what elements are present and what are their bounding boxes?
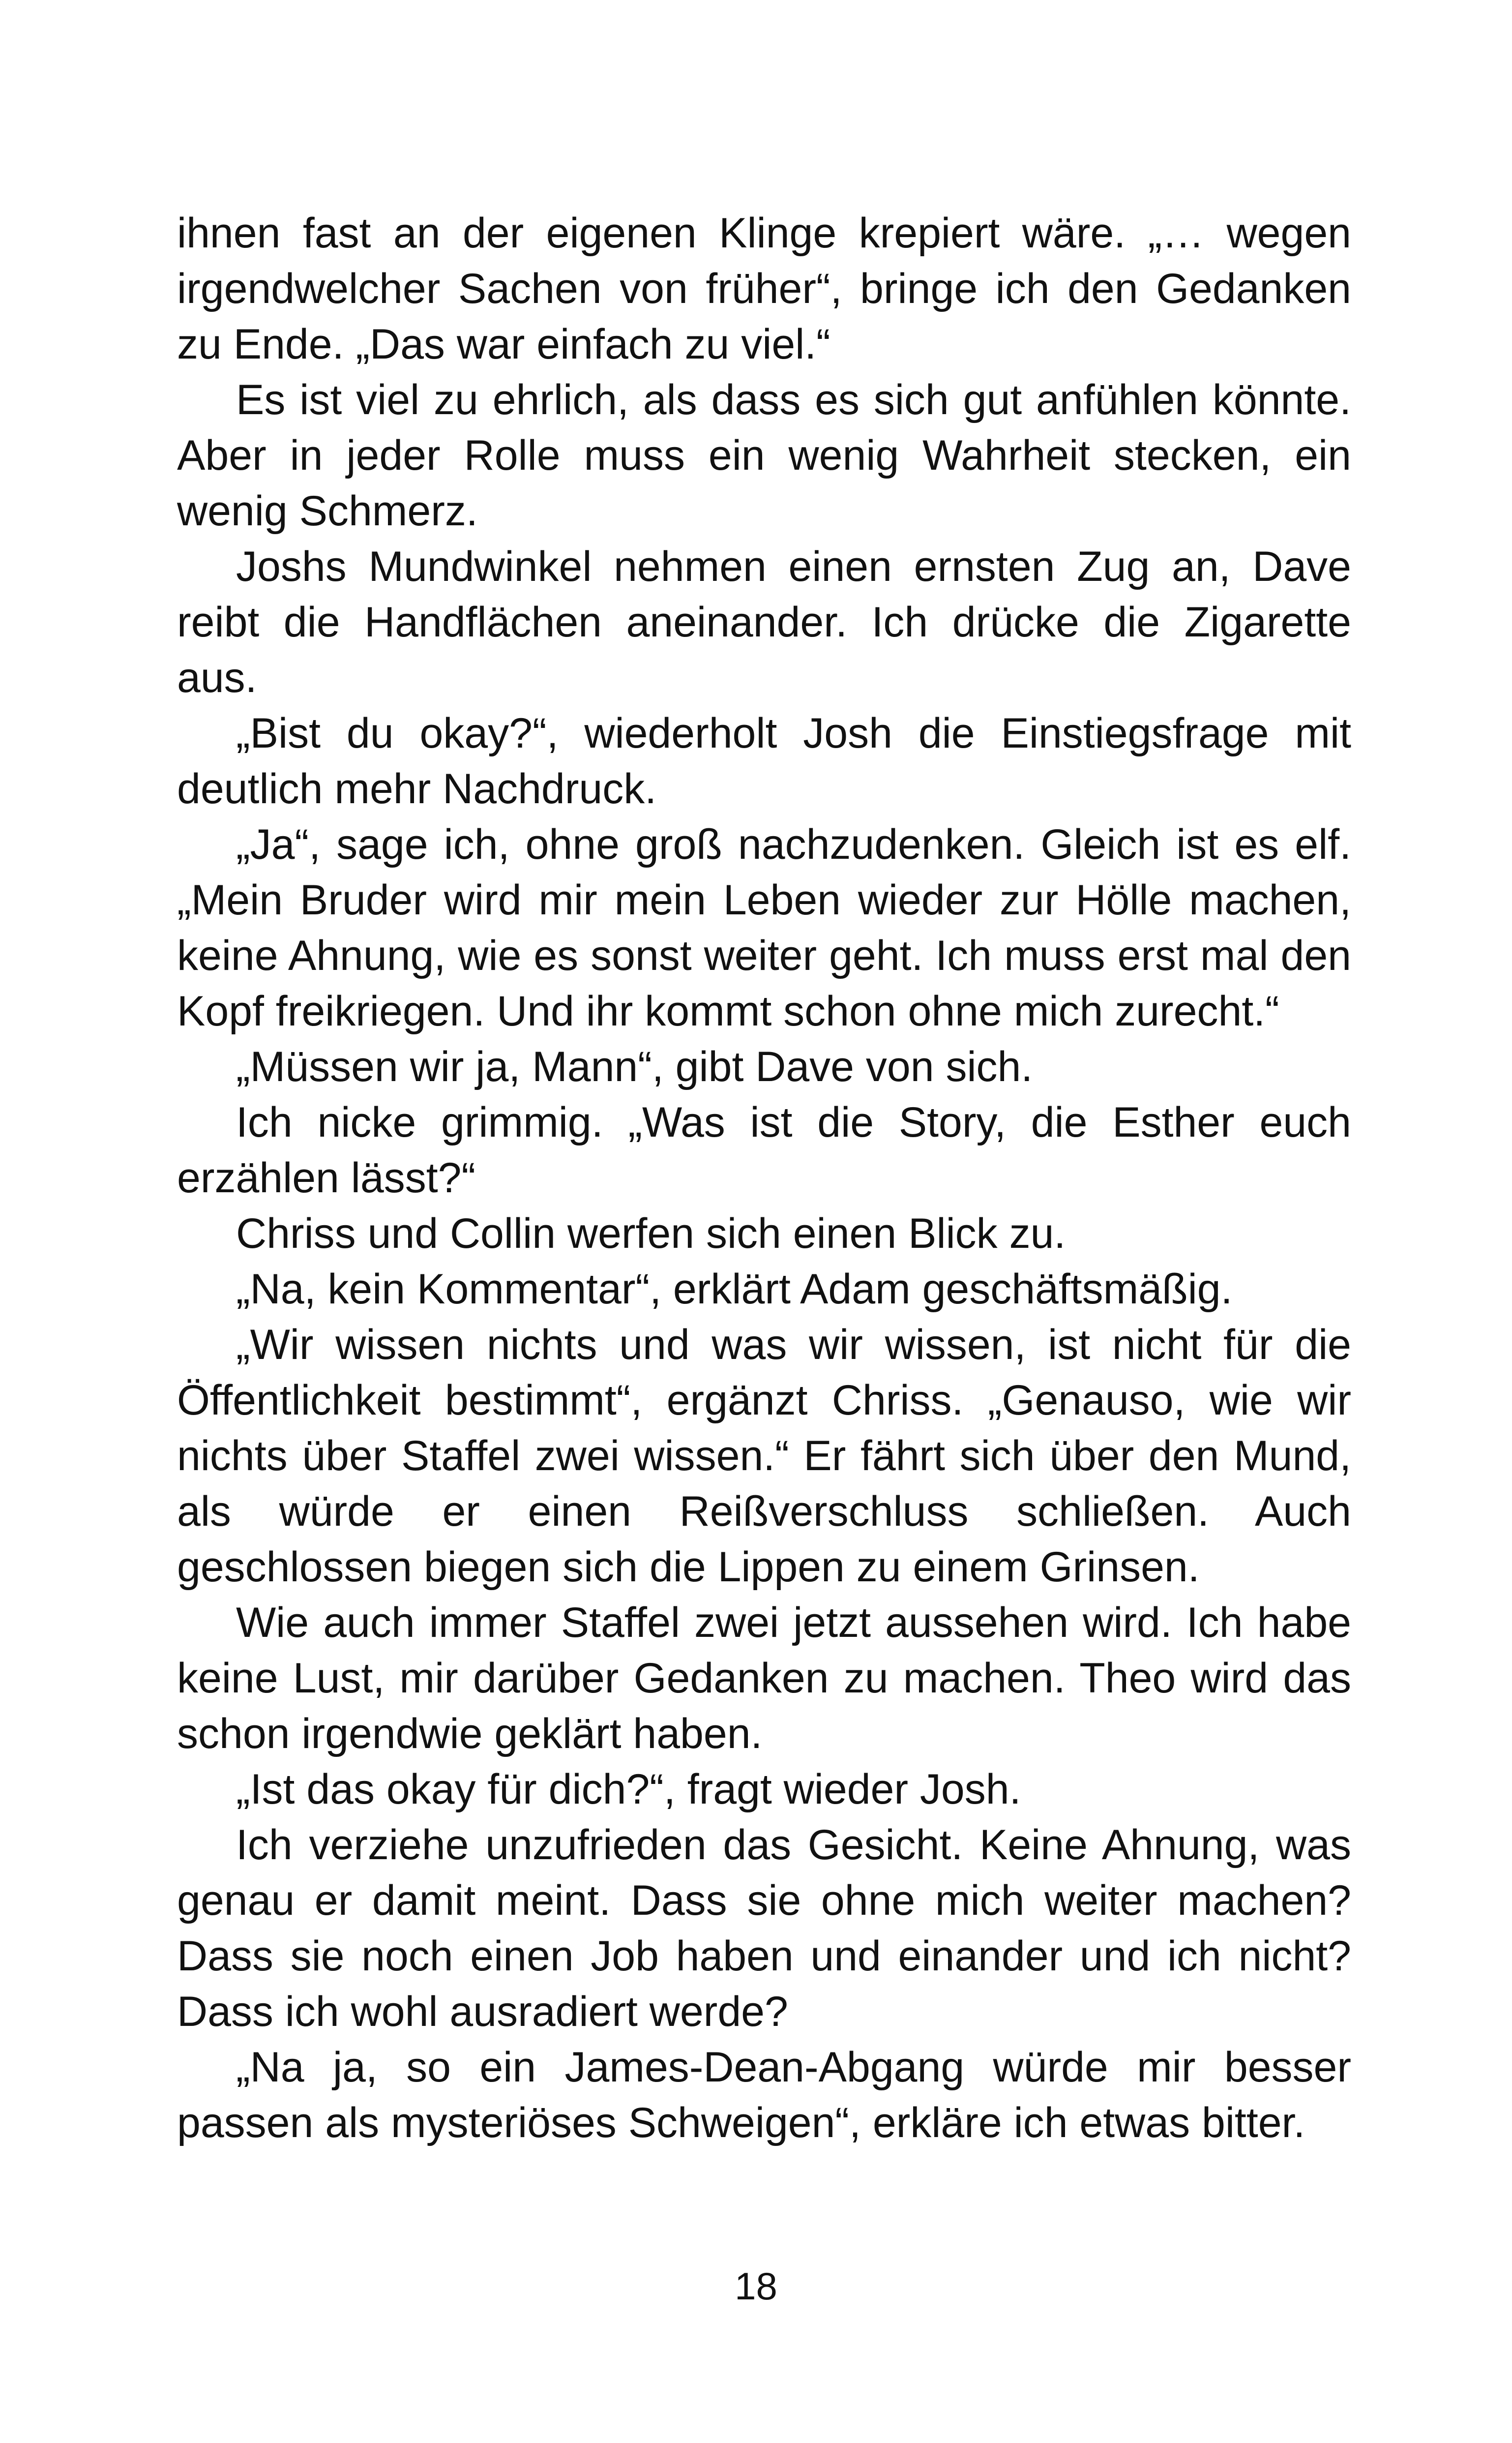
paragraph-2: Es ist viel zu ehrlich, als dass es sich gut anfühlen könnte. Aber in jeder Rolle muss ein wenig Wahrheit stecken, ein wenig Schmerz. — [177, 376, 1351, 535]
paragraph-7: Ich nicke grimmig. „Was ist die Story, die Esther euch erzählen lässt?“ — [177, 1099, 1351, 1202]
page-number: 18 — [735, 2264, 777, 2308]
paragraph-4: „Bist du okay?“, wiederholt Josh die Einstiegsfrage mit deutlich mehr Nachdruck. — [177, 710, 1351, 813]
paragraph-13: Ich verziehe unzufrieden das Gesicht. Keine Ahnung, was genau er damit meint. Dass sie ohne mich weiter machen? Dass sie noch einen Job haben und einander und ich nicht? Dass ich wohl ausradiert werde? — [177, 1821, 1351, 2035]
paragraph-5: „Ja“, sage ich, ohne groß nachzudenken. Gleich ist es elf. „Mein Bruder wird mir mein Leben wieder zur Hölle machen, keine Ahnung, wie es sonst weiter geht. Ich muss erst mal den Kopf freikriegen. Und ihr kommt schon ohne mich zurecht.“ — [177, 821, 1351, 1035]
body-text — [177, 206, 1351, 2151]
paragraph-6: „Müssen wir ja, Mann“, gibt Dave von sich. — [236, 1043, 1033, 1090]
paragraph-8: Chriss und Collin werfen sich einen Blick zu. — [236, 1210, 1066, 1257]
paragraph-11: Wie auch immer Staffel zwei jetzt aussehen wird. Ich habe keine Lust, mir darüber Gedanken zu machen. Theo wird das schon irgendwie geklärt haben. — [177, 1599, 1351, 1757]
paragraph-1: ihnen fast an der eigenen Klinge krepiert wäre. „… wegen irgendwelcher Sachen von früher“, bringe ich den Gedanken zu Ende. „Das war einfach zu viel.“ — [177, 210, 1351, 368]
paragraph-12: „Ist das okay für dich?“, fragt wieder Josh. — [236, 1766, 1021, 1813]
paragraph-10: „Wir wissen nichts und was wir wissen, ist nicht für die Öffentlichkeit bestimmt“, ergänzt Chriss. „Genauso, wie wir nichts über Staffel zwei wissen.“ Er fährt sich über den Mund, als würde er einen Reißverschluss schließen. Auch geschlossen biegen sich die Lippen zu einem Grinsen. — [177, 1321, 1351, 1591]
paragraph-14: „Na ja, so ein James-Dean-Abgang würde mir besser passen als mysteriöses Schweigen“, erkläre ich etwas bitter. — [177, 2044, 1351, 2146]
paragraph-9: „Na, kein Kommentar“, erklärt Adam geschäftsmäßig. — [236, 1266, 1233, 1313]
paragraph-3: Joshs Mundwinkel nehmen einen ernsten Zug an, Dave reibt die Handflächen aneinander. Ich drücke die Zigarette aus. — [177, 543, 1351, 701]
